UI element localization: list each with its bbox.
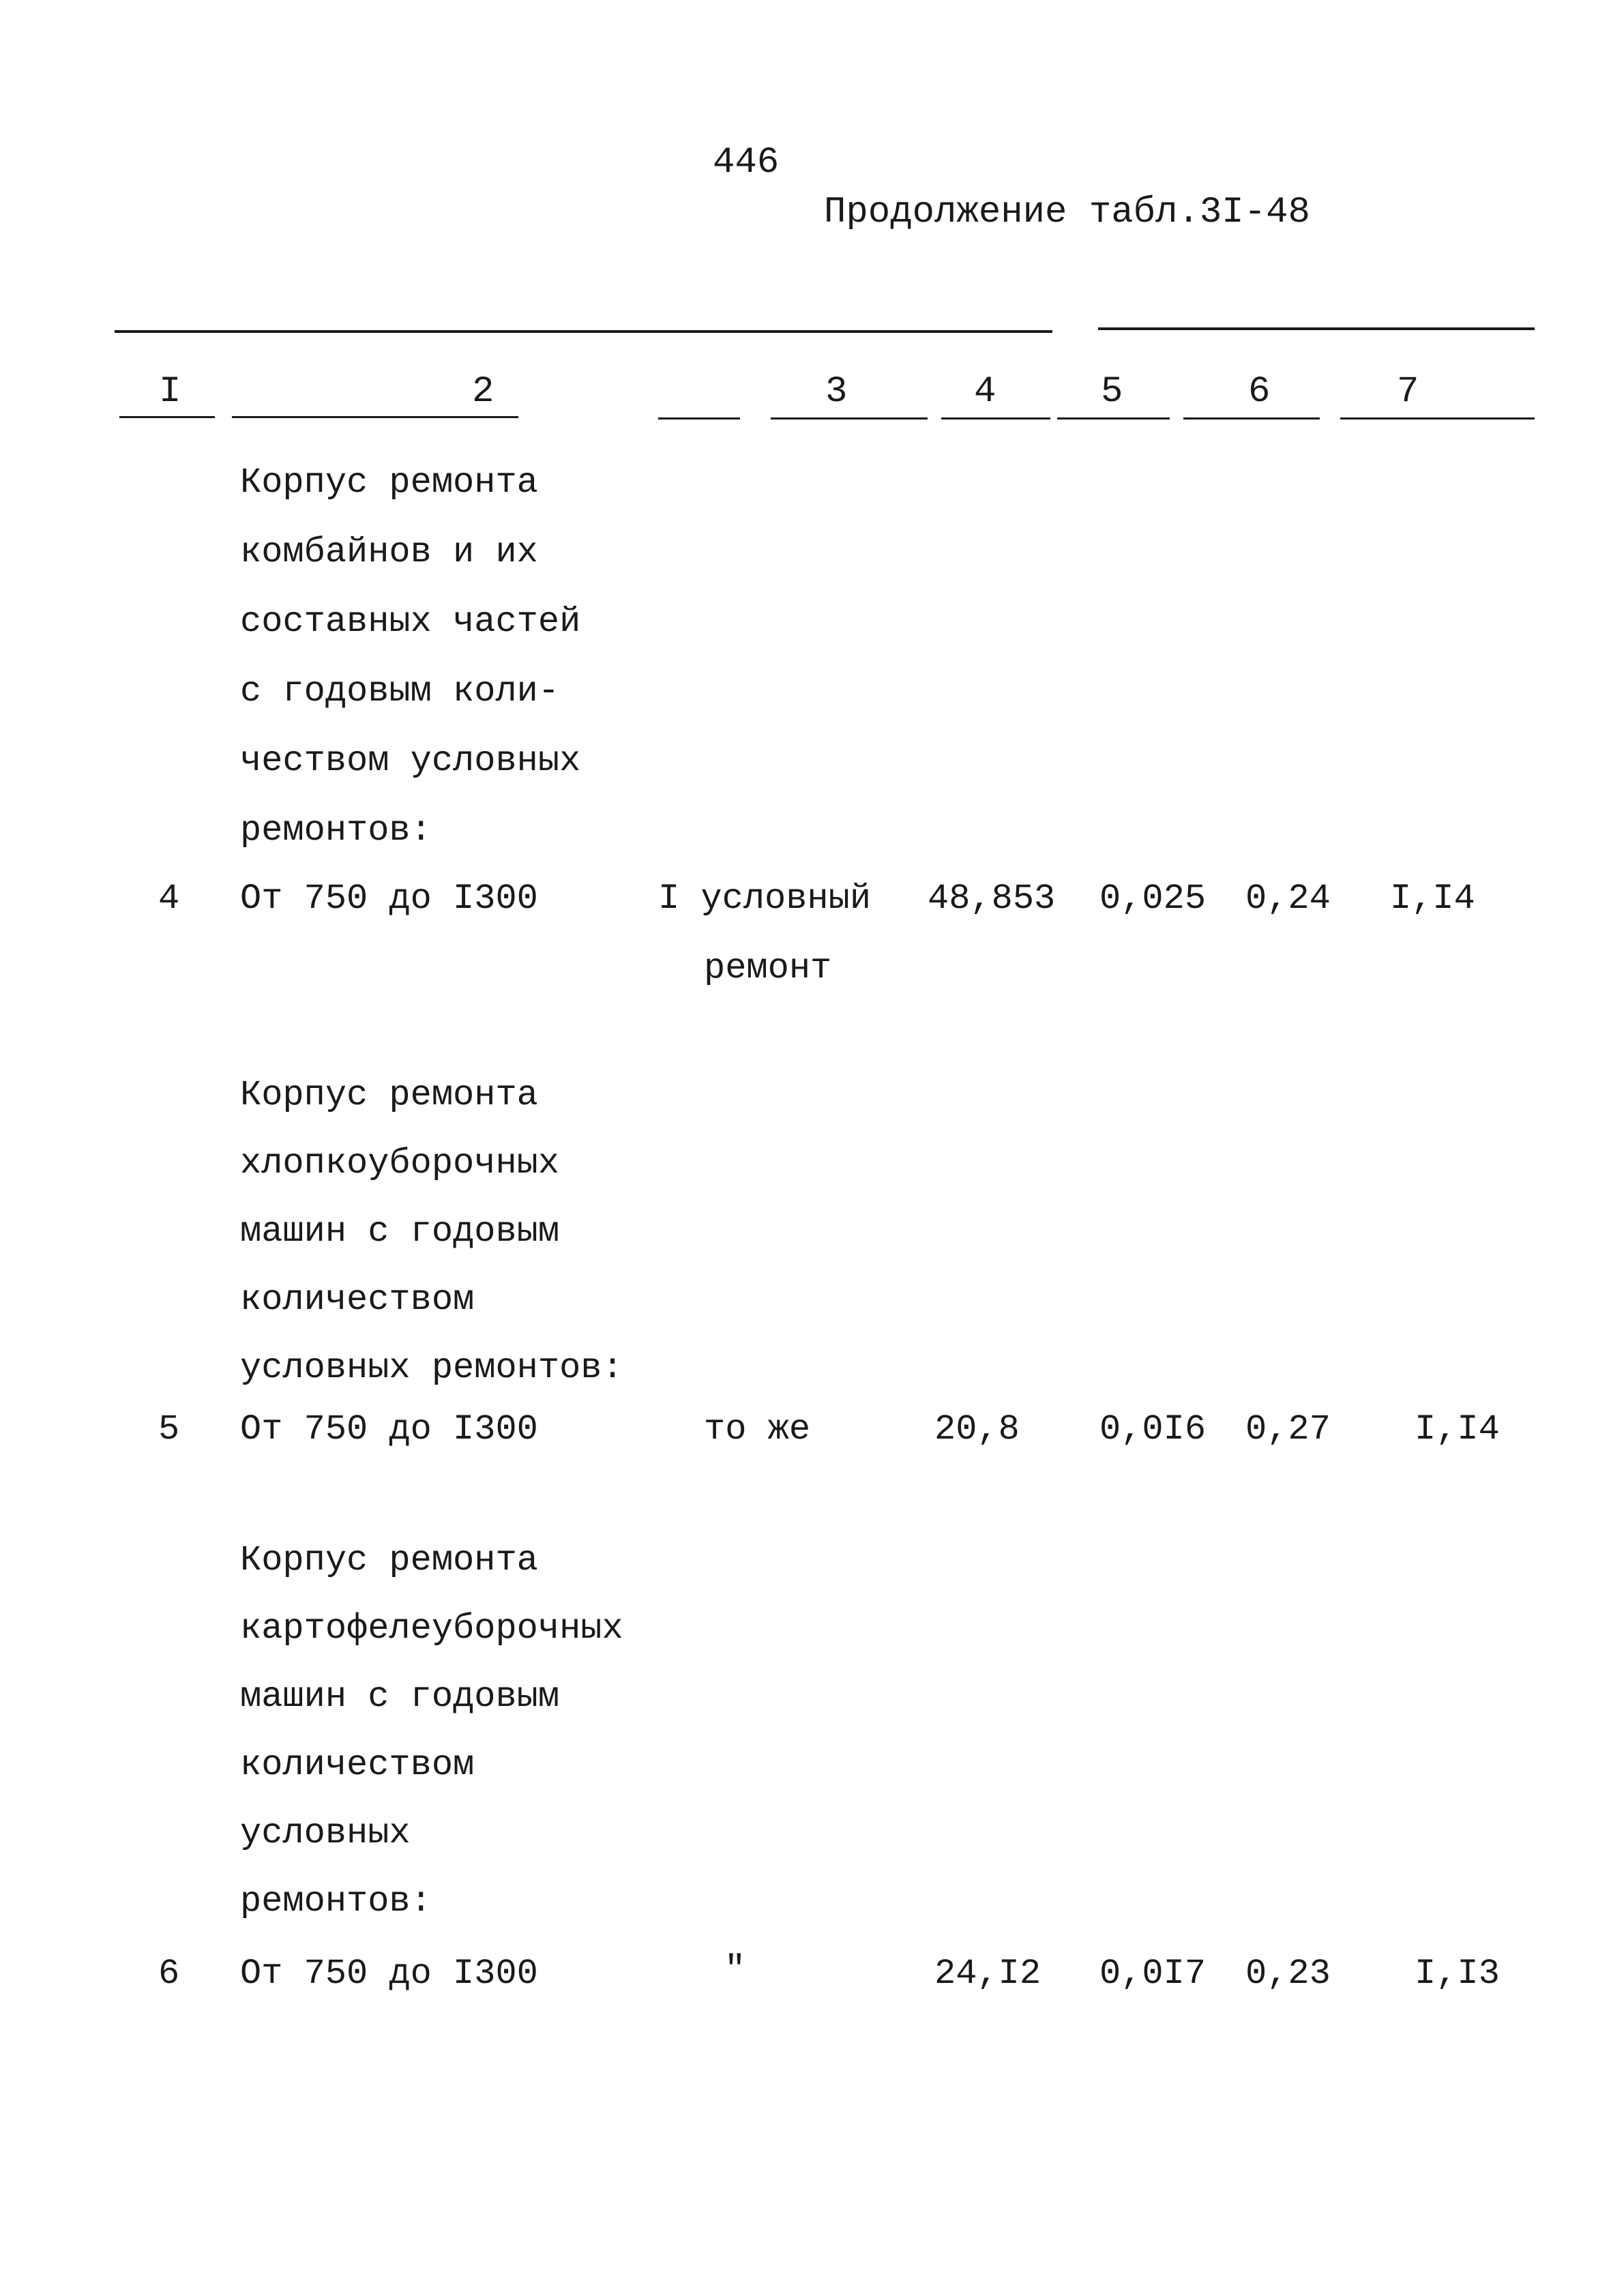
row-range: От 750 до I300: [240, 879, 538, 919]
group-description-line: с годовым коли-: [240, 671, 560, 711]
group-description-line: машин с годовым: [240, 1211, 560, 1252]
group-description-line: комбайнов и их: [240, 532, 538, 572]
row-unit: I условный: [658, 879, 872, 919]
row-col6: 0,23: [1245, 1954, 1331, 1994]
header-underline: [1057, 417, 1102, 420]
row-number: 5: [158, 1409, 180, 1449]
row-col4: 20,8: [934, 1409, 1020, 1449]
page-number: 446: [713, 142, 780, 183]
row-col7: I,I4: [1390, 879, 1475, 919]
header-underline: [232, 416, 518, 418]
group-description-line: картофелеуборочных: [240, 1608, 623, 1649]
row-col5: 0,0I7: [1099, 1954, 1207, 1994]
row-unit: ": [724, 1949, 746, 1990]
column-header-7: 7: [1397, 371, 1419, 413]
group-description-line: ремонтов:: [240, 1881, 432, 1922]
group-description-line: условных: [240, 1813, 411, 1853]
column-header-2: 2: [472, 371, 494, 413]
group-description-line: чеством условных: [240, 741, 581, 781]
column-header-4: 4: [974, 371, 996, 413]
group-description-line: Корпус ремонта: [240, 1540, 538, 1580]
group-description-line: машин с годовым: [240, 1677, 560, 1717]
column-header-1: I: [159, 371, 181, 413]
row-range: От 750 до I300: [240, 1409, 538, 1449]
row-col7: I,I3: [1415, 1954, 1500, 1994]
row-col4: 48,853: [928, 879, 1056, 919]
header-underline: [658, 417, 740, 420]
row-col4: 24,I2: [934, 1954, 1041, 1994]
header-underline: [119, 416, 215, 418]
row-number: 6: [158, 1954, 180, 1994]
group-description-line: Корпус ремонта: [240, 1075, 538, 1115]
header-underline: [1102, 417, 1170, 420]
header-underline: [1340, 417, 1535, 420]
top-rule-left: [115, 330, 1052, 333]
group-description-line: количеством: [240, 1280, 475, 1320]
row-range: От 750 до I300: [240, 1954, 538, 1994]
row-col5: 0,0I6: [1099, 1409, 1207, 1449]
group-description-line: условных ремонтов:: [240, 1348, 623, 1388]
header-underline: [941, 417, 1050, 420]
group-description-line: составных частей: [240, 602, 581, 642]
header-underline: [1183, 417, 1320, 420]
row-number: 4: [158, 879, 180, 919]
row-col7: I,I4: [1415, 1409, 1500, 1449]
group-description-line: количеством: [240, 1745, 475, 1785]
row-unit-continuation: ремонт: [704, 948, 832, 988]
column-header-5: 5: [1101, 371, 1123, 413]
column-header-6: 6: [1248, 371, 1271, 413]
header-underline: [771, 417, 928, 420]
table-caption: Продолжение табл.3I-48: [824, 192, 1310, 233]
row-col5: 0,025: [1099, 879, 1207, 919]
group-description-line: Корпус ремонта: [240, 462, 538, 503]
group-description-line: хлопкоуборочных: [240, 1143, 560, 1183]
row-col6: 0,24: [1245, 879, 1331, 919]
top-rule-right: [1098, 327, 1535, 330]
row-col6: 0,27: [1245, 1409, 1331, 1449]
group-description-line: ремонтов:: [240, 810, 432, 851]
column-header-3: 3: [825, 371, 848, 413]
row-unit: то же: [704, 1409, 811, 1449]
